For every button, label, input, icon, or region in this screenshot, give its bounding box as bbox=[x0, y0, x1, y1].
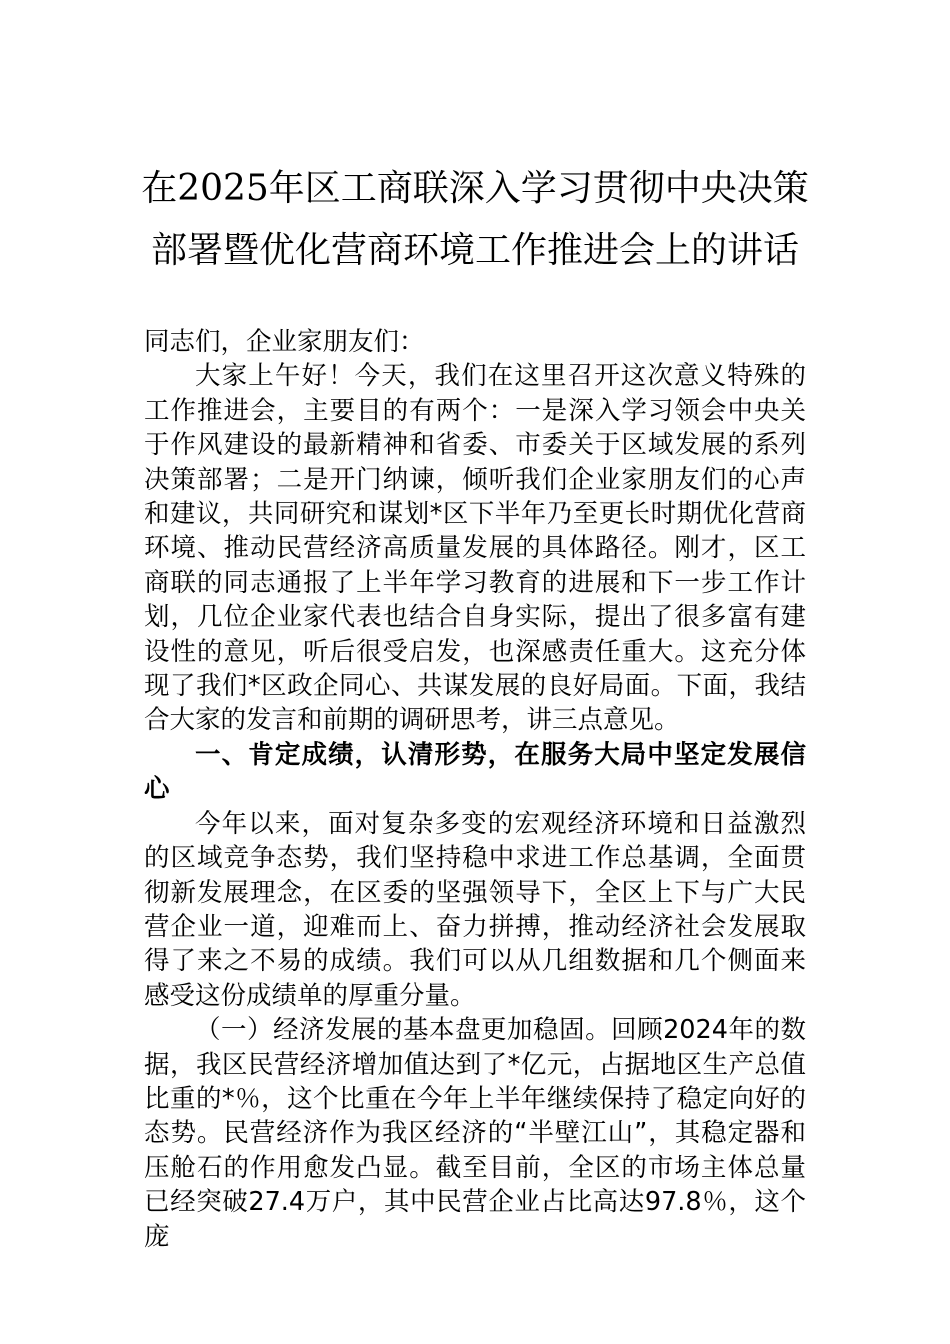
document-title bbox=[110, 158, 840, 282]
paragraph-achievements: 今年以来，面对复杂多变的宏观经济环境和日益激烈的区域竞争态势，我们坚持稳中求进工作总基调，全面贯彻新发展理念，在区委的坚强领导下，全区上下与广大民营企业一道，迎难而上、奋力拼搏，推动经济社会发展取得了来之不易的成绩。我们可以从几组数据和几个侧面来感受这份成绩单的厚重分量。 bbox=[144, 808, 806, 1011]
salutation: 同志们，企业家朋友们： bbox=[144, 327, 425, 357]
document-body bbox=[144, 325, 806, 1254]
section-heading-1: 一、肯定成绩，认清形势，在服务大局中坚定发展信心 bbox=[144, 739, 806, 805]
paragraph-subsection-1: （一）经济发展的基本盘更加稳固。回顾2024年的数据，我区民营经济增加值达到了*亿元，占据地区生产总值比重的*％，这个比重在今年上半年继续保持了稳定向好的态势。民营经济作为我区经济的“半壁江山”，其稳定器和压舱石的作用愈发凸显。截至目前，全区的市场主体总量已经突破27.4万户，其中民营企业占比高达97.8％，这个庞 bbox=[144, 1015, 806, 1252]
title-line-1: 在2025年区工商联深入学习贯彻中央决策 bbox=[141, 168, 809, 209]
title-line-2: 部署暨优化营商环境工作推进会上的讲话 bbox=[150, 230, 799, 271]
paragraph-opening: 大家上午好！今天，我们在这里召开这次意义特殊的工作推进会，主要目的有两个：一是深入学习领会中央关于作风建设的最新精神和省委、市委关于区域发展的系列决策部署；二是开门纳谏，倾听我们企业家朋友们的心声和建议，共同研究和谋划*区下半年乃至更长时期优化营商环境、推动民营经济高质量发展的具体路径。刚才，区工商联的同志通报了上半年学习教育的进展和下一步工作计划，几位企业家代表也结合自身实际，提出了很多富有建设性的意见，听后很受启发，也深感责任重大。这充分体现了我们*区政企同心、共谋发展的良好局面。下面，我结合大家的发言和前期的调研思考，讲三点意见。 bbox=[144, 361, 806, 736]
